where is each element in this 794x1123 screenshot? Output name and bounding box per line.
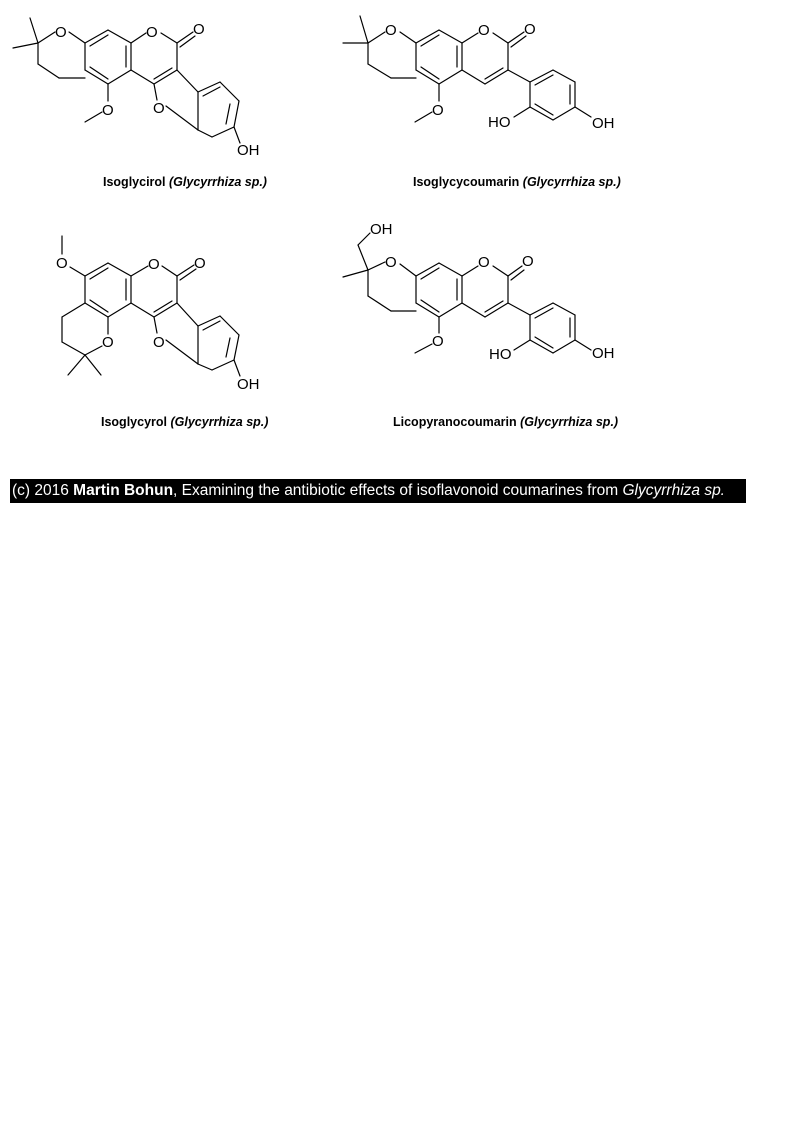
copyright-footer — [10, 479, 746, 503]
compound-caption-licopyranocoumarin — [393, 415, 618, 429]
ring-oxygen-label: O — [385, 22, 397, 39]
compound-source: (Glycyrrhiza sp.) — [170, 415, 269, 429]
ring-oxygen-label: O — [102, 334, 114, 351]
hydroxyl-label: OH — [237, 142, 260, 159]
methoxy-oxygen-label: O — [432, 333, 444, 350]
structure-isoglycycoumarin — [343, 16, 615, 132]
ring-oxygen-label: O — [385, 254, 397, 271]
compound-caption-isoglycycoumarin — [413, 175, 621, 189]
carbonyl-oxygen-label: O — [194, 255, 206, 272]
lactone-oxygen-label: O — [148, 256, 160, 273]
compound-name: Isoglycirol — [103, 175, 166, 189]
hydroxyl-right-label: OH — [592, 345, 615, 362]
methoxy-oxygen-label: O — [56, 255, 68, 272]
hydroxyl-left-label: HO — [488, 114, 511, 131]
carbonyl-oxygen-label: O — [193, 21, 205, 38]
structure-licopyranocoumarin — [343, 221, 615, 363]
compound-source: (Glycyrrhiza sp.) — [520, 415, 619, 429]
furan-oxygen-label: O — [153, 334, 165, 351]
hydroxyl-right-label: OH — [592, 115, 615, 132]
compound-caption-isoglycyrol — [101, 415, 268, 429]
hydroxyl-label: OH — [237, 376, 260, 393]
structure-isoglycirol — [13, 18, 260, 159]
hydroxyl-left-label: HO — [489, 346, 512, 363]
footer-title: , Examining the antibiotic effects of isoflavonoid coumarines from — [173, 482, 623, 499]
lactone-oxygen-label: O — [478, 22, 490, 39]
hydroxymethyl-label: OH — [370, 221, 393, 238]
footer-prefix: (c) 2016 — [12, 482, 74, 499]
furan-oxygen-label: O — [153, 100, 165, 117]
carbonyl-oxygen-label: O — [522, 253, 534, 270]
methoxy-oxygen-label: O — [102, 102, 114, 119]
compound-source: (Glycyrrhiza sp.) — [522, 175, 621, 189]
footer-genus: Glycyrrhiza sp. — [622, 482, 725, 499]
structure-isoglycyrol — [56, 236, 260, 393]
compound-source: (Glycyrrhiza sp.) — [169, 175, 267, 189]
lactone-oxygen-label: O — [146, 24, 158, 41]
compound-name: Isoglycycoumarin — [413, 175, 520, 189]
footer-author: Martin Bohun — [73, 482, 174, 499]
chemical-structures-drawing — [0, 0, 794, 440]
methoxy-oxygen-label: O — [432, 102, 444, 119]
compound-name: Licopyranocoumarin — [393, 415, 517, 429]
compound-name: Isoglycyrol — [101, 415, 167, 429]
carbonyl-oxygen-label: O — [524, 21, 536, 38]
ring-oxygen-label: O — [55, 24, 67, 41]
lactone-oxygen-label: O — [478, 254, 490, 271]
compound-caption-isoglycirol — [103, 175, 267, 189]
